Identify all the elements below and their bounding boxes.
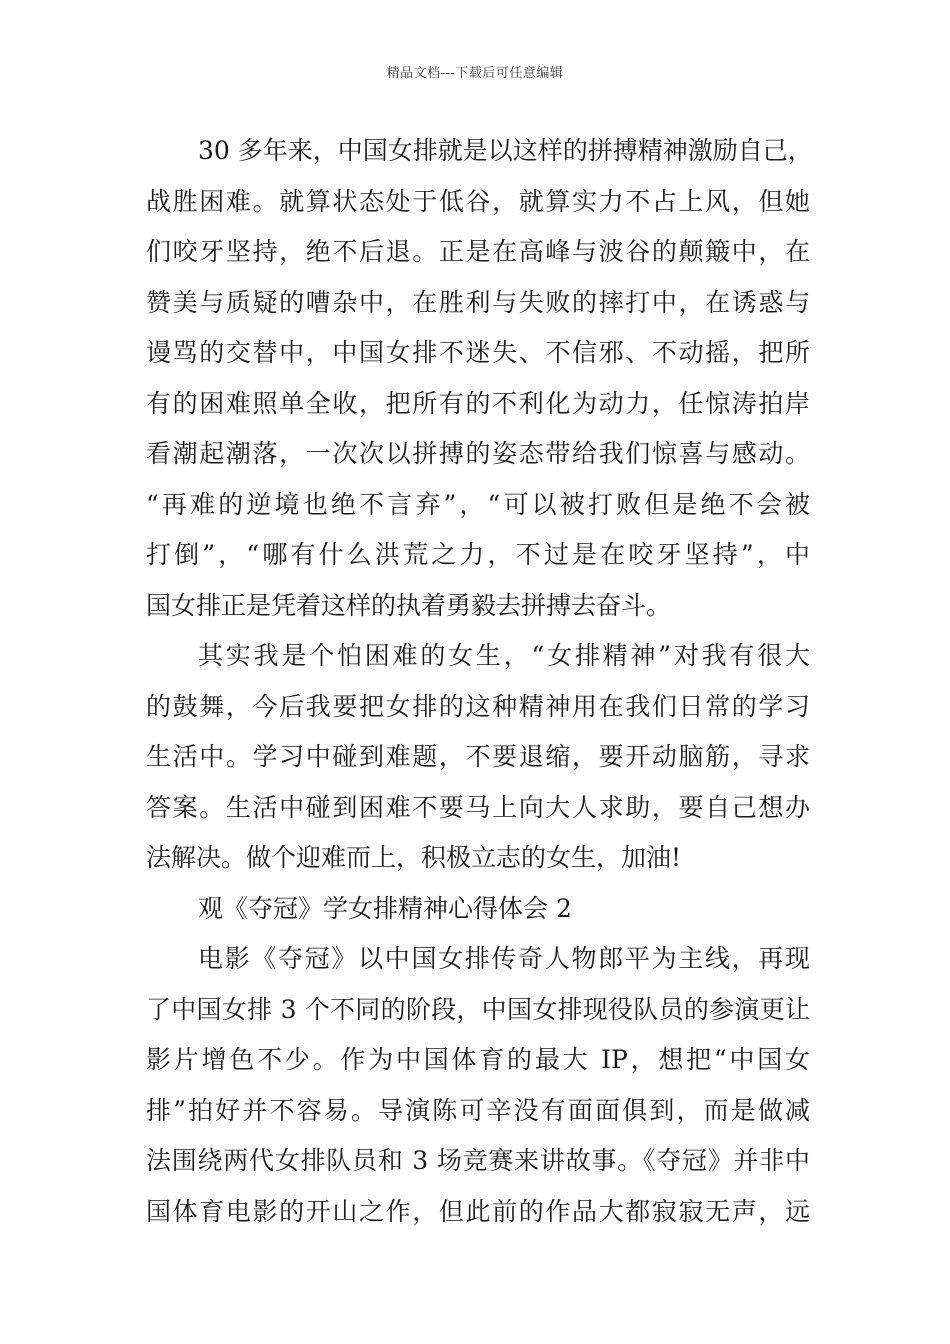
text-line-2: 战胜困难。就算状态处于低谷，就算实力不占上风，但她 xyxy=(146,186,810,216)
text-line-5: 谩骂的交替中，中国女排不迷失、不信邪、不动摇，把所 xyxy=(146,338,810,367)
text-line-6: 有的困难照单全收，把所有的不利化为动力，任惊涛拍岸 xyxy=(146,388,810,418)
text-line-20: 排”拍好并不容易。导演陈可辛没有面面俱到，而是做减 xyxy=(146,1095,810,1125)
text-line-18: 了中国女排 3 个不同的阶段，中国女排现役队员的参演更让 xyxy=(146,994,810,1024)
text-line-11: 其实我是个怕困难的女生，“女排精神”对我有很大 xyxy=(198,641,810,670)
text-line-14: 答案。生活中碰到困难不要马上向大人求助，要自己想办 xyxy=(146,792,810,822)
text-line-19: 影片增色不少。作为中国体育的最大 IP，想把“中国女 xyxy=(146,1045,810,1074)
text-line-8: “再难的逆境也绝不言弃”，“可以被打败但是绝不会被 xyxy=(146,489,810,519)
text-line-21: 法围绕两代女排队员和 3 场竞赛来讲故事。《夺冠》并非中 xyxy=(146,1146,810,1175)
text-line-1: 30 多年来，中国女排就是以这样的拼搏精神激励自己， xyxy=(198,136,813,165)
text-line-12: 的鼓舞，今后我要把女排的这种精神用在我们日常的学习 xyxy=(146,691,810,721)
document-body xyxy=(146,126,813,1237)
text-line-7: 看潮起潮落，一次次以拼搏的姿态带给我们惊喜与感动。 xyxy=(146,439,810,468)
page-header: 精品文档---下载后可任意编辑 xyxy=(386,66,564,81)
text-line-3: 们咬牙坚持，绝不后退。正是在高峰与波谷的颠簸中，在 xyxy=(146,237,810,266)
text-line-4: 赞美与质疑的嘈杂中，在胜利与失败的摔打中，在诱惑与 xyxy=(146,287,810,317)
section-title: 观《夺冠》学女排精神心得体会 2 xyxy=(198,893,572,923)
text-line-15: 法解决。做个迎难而上，积极立志的女生，加油! xyxy=(146,843,682,872)
text-line-17: 电影《夺冠》以中国女排传奇人物郎平为主线，再现 xyxy=(198,944,810,973)
text-line-13: 生活中。学习中碰到难题，不要退缩，要开动脑筋，寻求 xyxy=(146,742,810,771)
text-line-22: 国体育电影的开山之作，但此前的作品大都寂寂无声，远 xyxy=(146,1196,810,1226)
text-line-9: 打倒”，“哪有什么洪荒之力，不过是在咬牙坚持”，中 xyxy=(146,540,810,569)
text-line-10: 国女排正是凭着这样的执着勇毅去拼搏去奋斗。 xyxy=(146,590,672,620)
